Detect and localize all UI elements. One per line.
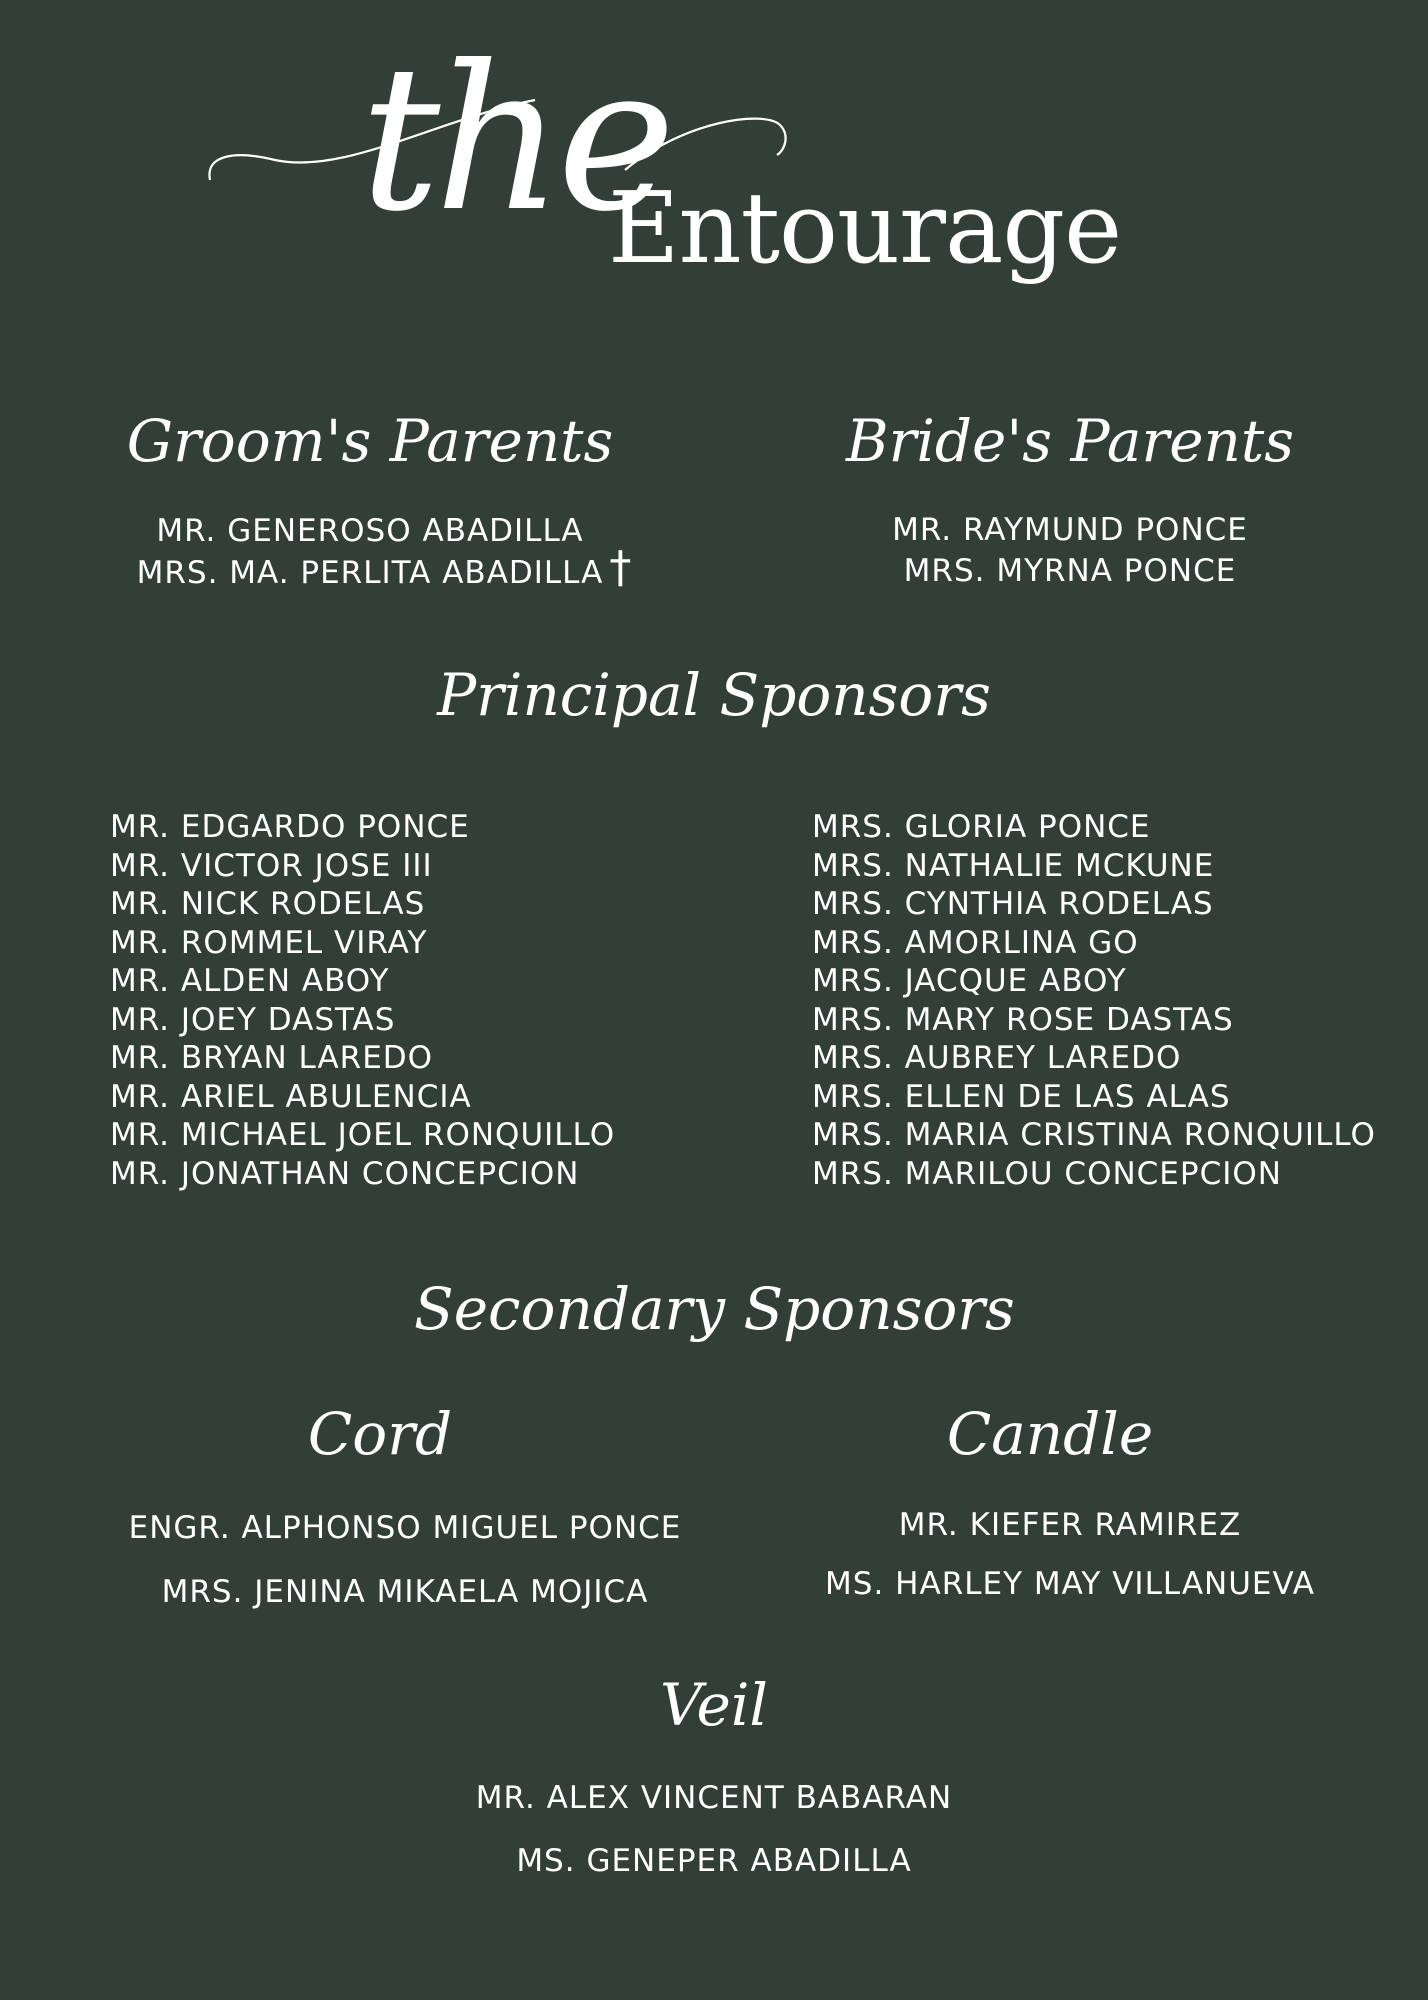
cord-name: MRS. JENINA MIKAELA MOJICA: [161, 1574, 649, 1610]
grooms-mother-row: [136, 542, 632, 593]
veil-name: MS. GENEPER ABADILLA: [516, 1843, 912, 1879]
veil-name: MR. ALEX VINCENT BABARAN: [475, 1780, 953, 1816]
principal-sponsors-heading: Principal Sponsors: [437, 661, 991, 729]
title-entourage: Entourage: [608, 172, 1122, 286]
candle-names-list: [760, 1507, 1380, 1602]
list-item: MRS. ELLEN DE LAS ALAS: [812, 1078, 1231, 1115]
candle-heading: Candle: [946, 1400, 1154, 1468]
principal-sponsors-women-list: [812, 808, 1412, 1193]
title-the: the: [360, 23, 670, 256]
veil-names-list: [364, 1780, 1064, 1879]
list-item: MR. NICK RODELAS: [110, 886, 426, 922]
list-item: MR. ROMMEL VIRAY: [110, 924, 428, 961]
brides-father-name: MR. RAYMUND PONCE: [892, 512, 1248, 548]
list-item: MR. EDGARDO PONCE: [110, 809, 470, 845]
brides-parents-list: [800, 512, 1340, 589]
list-item: MRS. AUBREY LAREDO: [812, 1040, 1182, 1076]
cord-name: ENGR. ALPHONSO MIGUEL PONCE: [128, 1510, 682, 1546]
cord-heading: Cord: [307, 1400, 453, 1468]
deceased-cross-icon: †: [609, 542, 632, 593]
list-item: MRS. JACQUE ABOY: [812, 963, 1127, 999]
list-item: MRS. AMORLINA GO: [812, 924, 1139, 961]
list-item: MR. BRYAN LAREDO: [110, 1040, 434, 1076]
candle-name: MS. HARLEY MAY VILLANUEVA: [825, 1566, 1315, 1602]
list-item: MRS. CYNTHIA RODELAS: [812, 886, 1214, 922]
list-item: MR. JOEY DASTAS: [110, 1001, 396, 1038]
brides-mother-name: MRS. MYRNA PONCE: [903, 553, 1237, 589]
grooms-parents-heading: Groom's Parents: [126, 407, 614, 475]
candle-name: MR. KIEFER RAMIREZ: [898, 1507, 1242, 1543]
list-item: MR. ARIEL ABULENCIA: [110, 1078, 472, 1115]
list-item: MR. VICTOR JOSE III: [110, 847, 433, 884]
list-item: MRS. GLORIA PONCE: [812, 809, 1151, 845]
list-item: MRS. MARIA CRISTINA RONQUILLO: [812, 1117, 1376, 1153]
veil-heading: Veil: [660, 1671, 768, 1739]
list-item: MRS. MARILOU CONCEPCION: [812, 1155, 1282, 1192]
grooms-father-name: MR. GENEROSO ABADILLA: [156, 513, 584, 549]
cord-names-list: [60, 1510, 750, 1610]
list-item: MRS. MARY ROSE DASTAS: [812, 1001, 1234, 1038]
grooms-parents-list: [60, 513, 680, 593]
list-item: MR. ALDEN ABOY: [110, 963, 390, 999]
list-item: MRS. NATHALIE MCKUNE: [812, 847, 1215, 884]
list-item: MR. JONATHAN CONCEPCION: [110, 1155, 580, 1192]
grooms-mother-name: MRS. MA. PERLITA ABADILLA: [136, 555, 604, 591]
list-item: MR. MICHAEL JOEL RONQUILLO: [110, 1117, 616, 1153]
brides-parents-heading: Bride's Parents: [846, 407, 1294, 475]
principal-sponsors-men-list: [110, 808, 690, 1193]
secondary-sponsors-heading: Secondary Sponsors: [414, 1275, 1015, 1343]
